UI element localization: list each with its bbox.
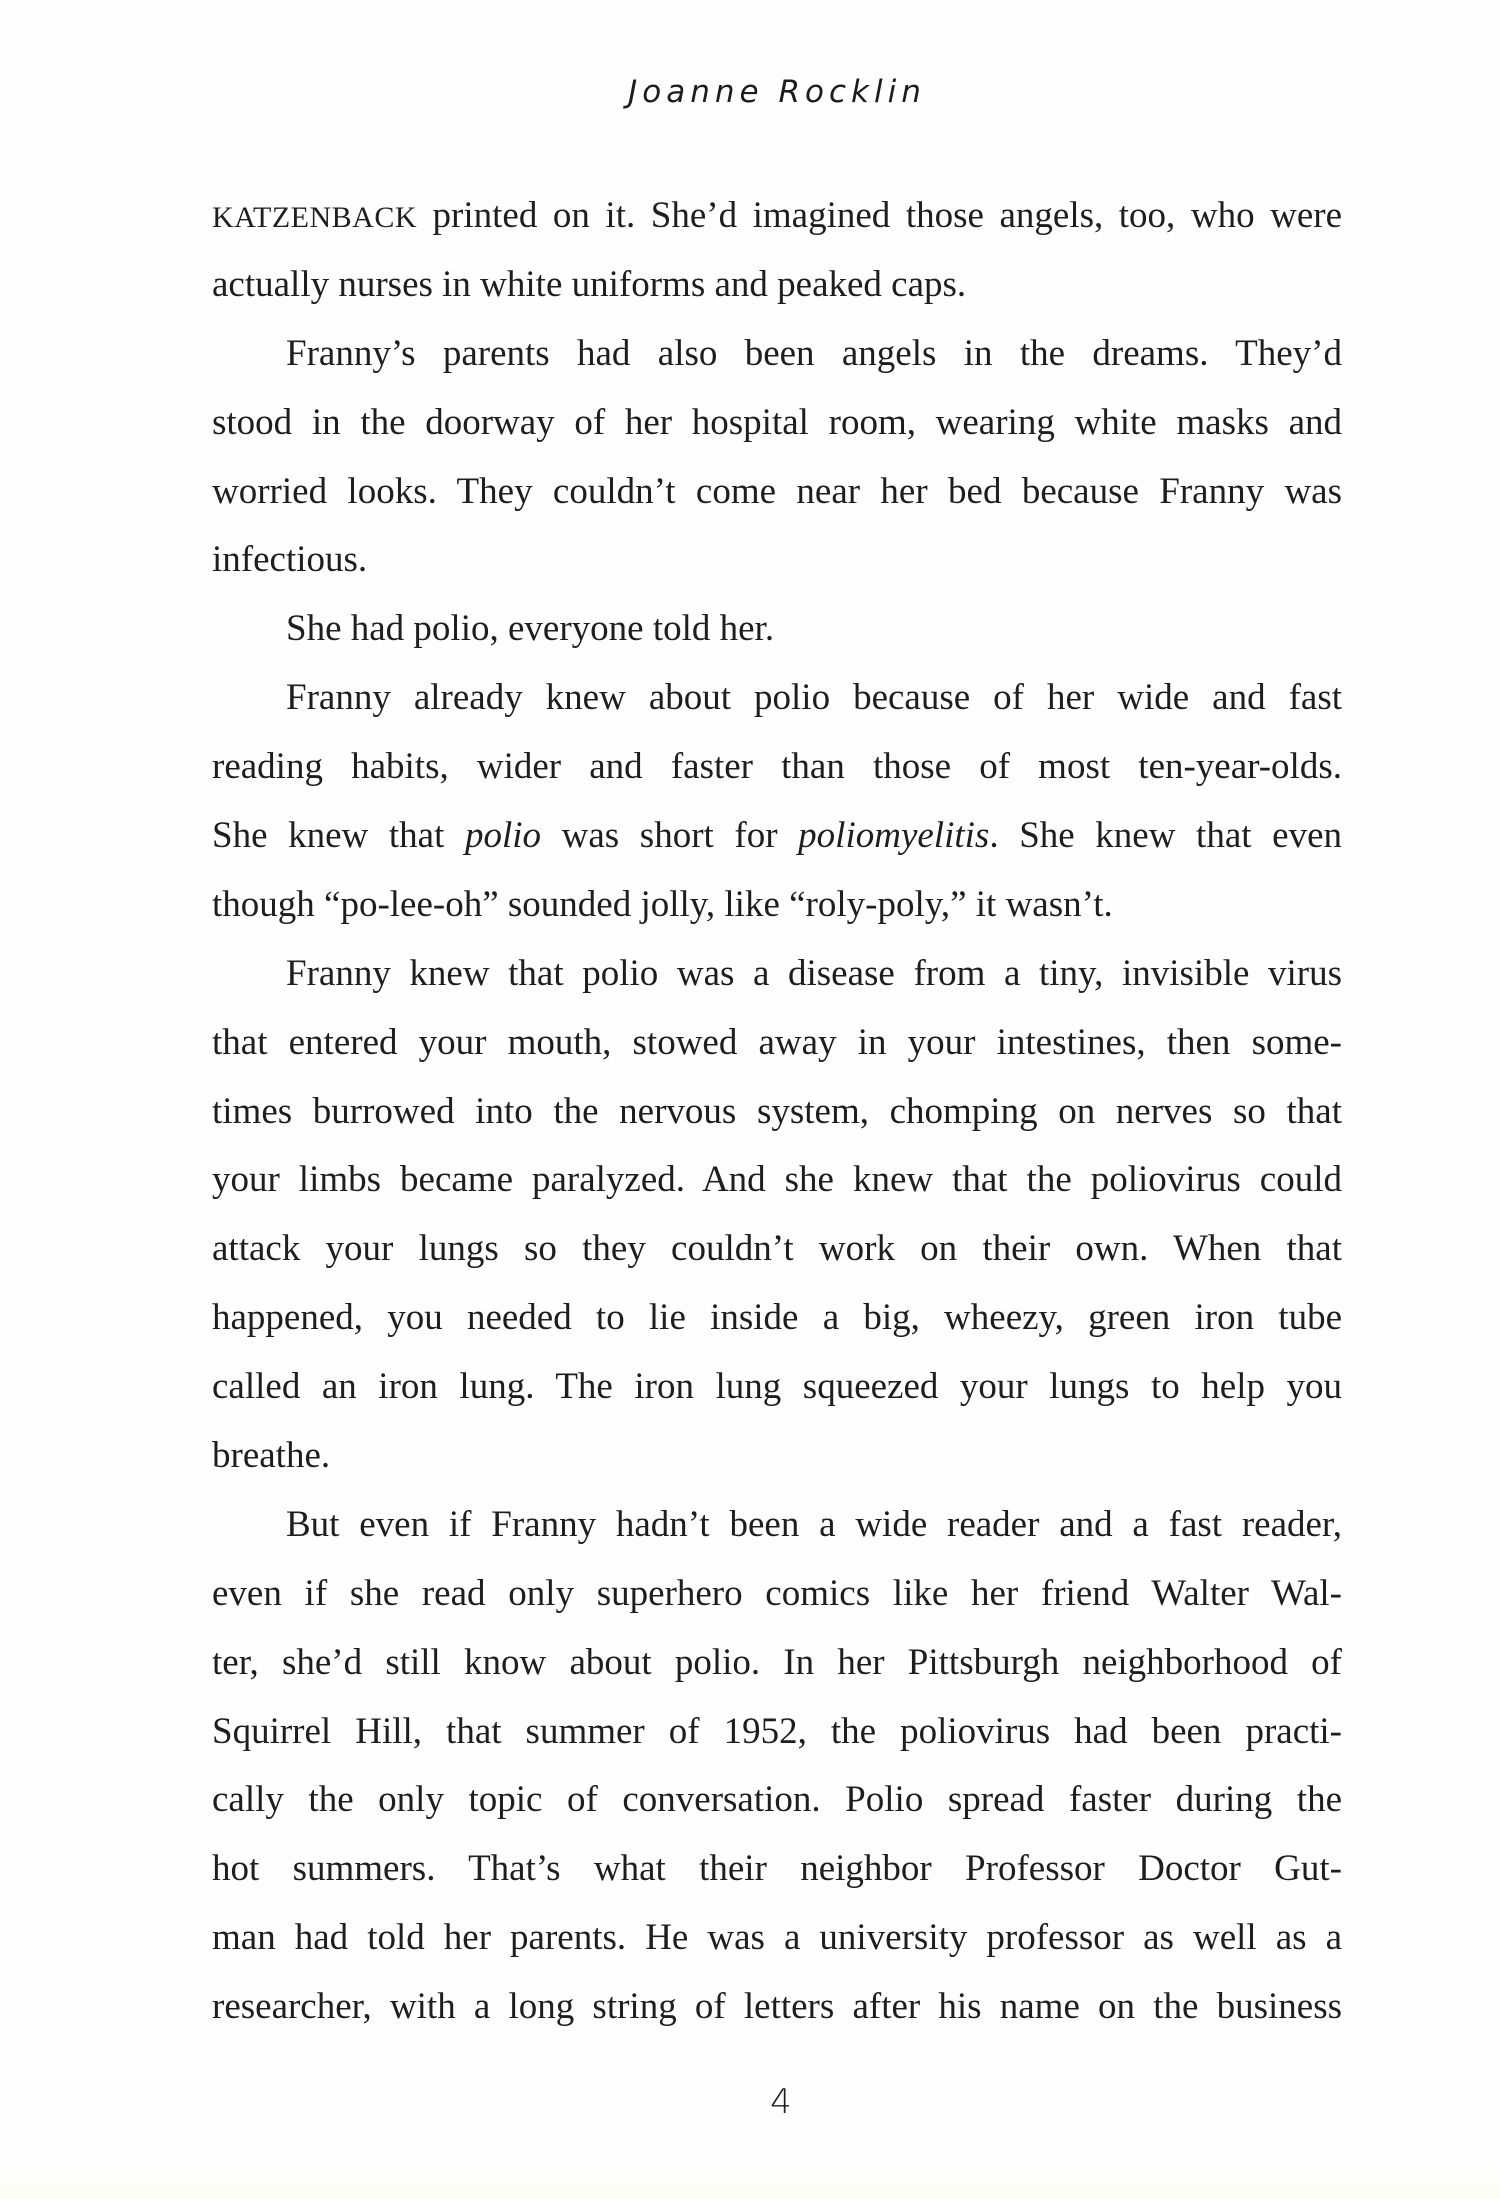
running-head-author: Joanne Rocklin [628,74,926,110]
text-line: ter, she’d still know about polio. In her Pittsburgh neighborhood of [212,1641,1342,1683]
body-text [212,182,1342,2042]
paragraph-start-line: Franny already knew about polio because of her wide and fast [286,677,1342,719]
text-line: happened, you needed to lie inside a big, wheezy, green iron tube [212,1297,1342,1339]
text-line: infectious. [212,539,368,581]
text-line: stood in the doorway of her hospital room, wearing white masks and [212,401,1342,443]
text-line: breathe. [212,1435,331,1477]
text-line: reading habits, wider and faster than those of most ten-year-olds. [212,746,1342,788]
scan-edge-tint [0,2159,1500,2199]
text-line: actually nurses in white uniforms and peaked caps. [212,263,967,305]
paragraph-start-line: Franny’s parents had also been angels in the dreams. They’d [286,332,1342,374]
text-line: times burrowed into the nervous system, chomping on nerves so that [212,1090,1342,1132]
paragraph-start-line: Franny knew that polio was a disease from a tiny, invisible virus [286,952,1342,994]
text-line: attack your lungs so they couldn’t work on their own. When that [212,1228,1342,1270]
text-line: cally the only topic of conversation. Polio spread faster during the [212,1779,1342,1821]
italic-term: poliomyelitis [798,815,990,857]
small-caps-name: KATZENBACK [212,201,417,234]
text-line: your limbs became paralyzed. And she knew that the poliovirus could [212,1159,1342,1201]
text-line: man had told her parents. He was a university professor as well as a [212,1917,1342,1959]
text-line: though “po-lee-oh” sounded jolly, like “roly-poly,” it wasn’t. [212,883,1113,925]
text-line: that entered your mouth, stowed away in your intestines, then some- [212,1021,1342,1063]
italic-term: polio [464,815,542,857]
paragraph-start-line: But even if Franny hadn’t been a wide reader and a fast reader, [286,1503,1342,1545]
page-number: 4 [770,2082,792,2122]
text-line: hot summers. That’s what their neighbor Professor Doctor Gut- [212,1848,1342,1890]
text-line: even if she read only superhero comics like her friend Walter Wal- [212,1572,1342,1614]
text-line: She knew that polio was short for poliomyelitis. She knew that even [212,815,1342,857]
text-line: called an iron lung. The iron lung squeezed your lungs to help you [212,1366,1342,1408]
text-line: KATZENBACK printed on it. She’d imagined those angels, too, who were [212,195,1342,236]
paragraph-start-line: She had polio, everyone told her. [286,608,775,650]
text-line: worried looks. They couldn’t come near her bed because Franny was [212,470,1342,512]
text-line: researcher, with a long string of letters after his name on the business [212,1986,1342,2028]
text-line: Squirrel Hill, that summer of 1952, the poliovirus had been practi- [212,1710,1342,1752]
